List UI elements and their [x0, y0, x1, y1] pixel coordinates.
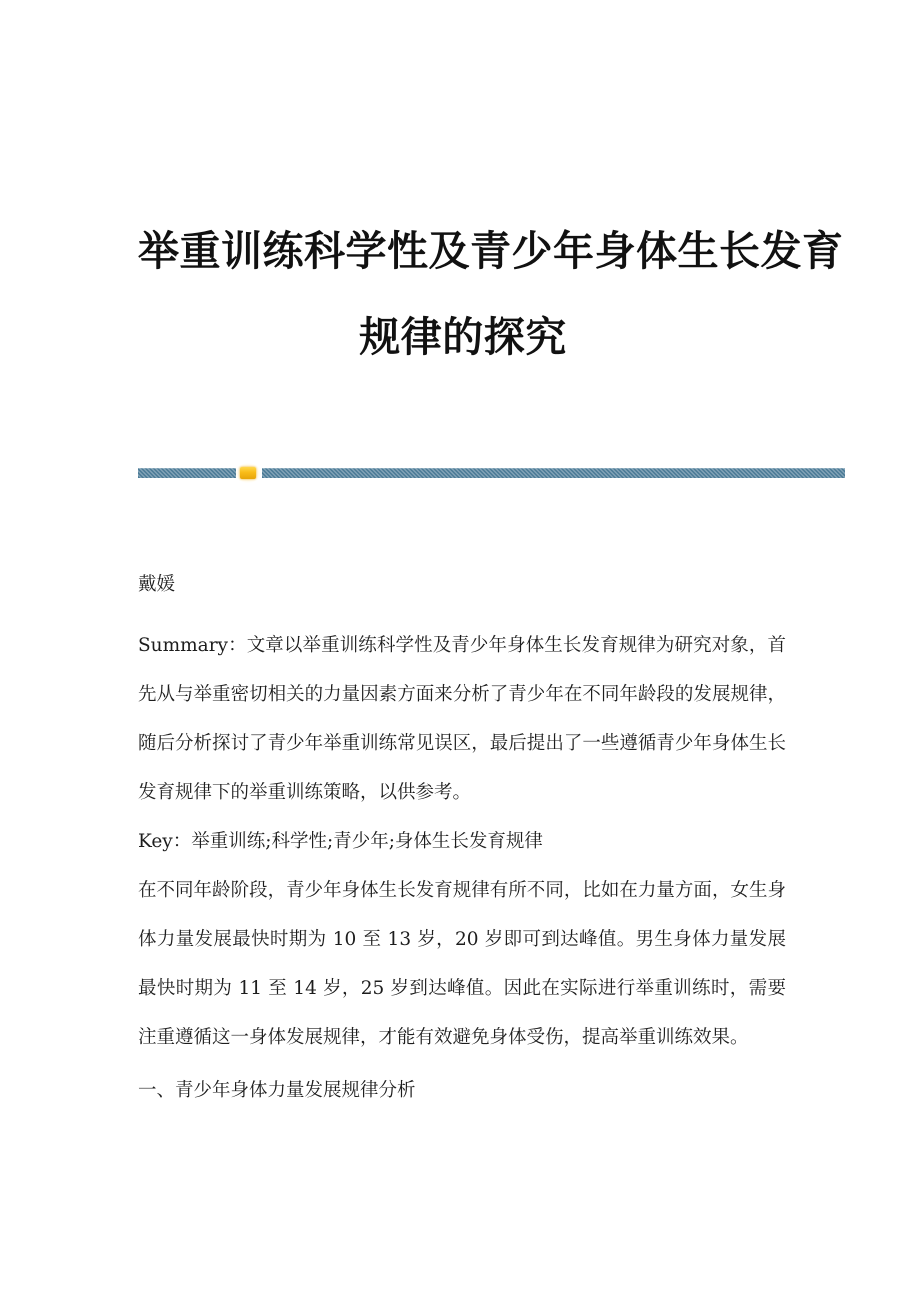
divider-bar-left [138, 468, 236, 478]
author-name: 戴媛 [138, 574, 176, 595]
divider-bar-right [262, 468, 845, 478]
keywords-paragraph [138, 817, 786, 866]
keywords-text: 举重训练;科学性;青少年;身体生长发育规律 [191, 831, 543, 852]
intro-paragraph: 在不同年龄阶段，青少年身体生长发育规律有所不同，比如在力量方面，女生身体力量发展最快时期为 10 至 13 岁，20 岁即可到达峰值。男生身体力量发展最快时期为 11 至 14 岁，25 岁到达峰值。因此在实际进行举重训练时，需要注重遵循这一身体发展规律，才能有效避免身体受伤，提高举重训练效果。 [138, 880, 786, 1048]
page-title [138, 208, 844, 380]
title-line-1: 举重训练科学性及青少年身体生长发育 [138, 227, 844, 275]
abstract-label: Summary： [138, 635, 247, 656]
gem-icon [235, 466, 261, 480]
section-heading: 一、青少年身体力量发展规律分析 [138, 1080, 416, 1101]
keywords-label: Key： [138, 831, 192, 852]
gem-shape [240, 467, 256, 479]
title-line-2: 规律的探究 [359, 313, 567, 361]
abstract-paragraph [138, 621, 786, 817]
document-body [138, 560, 786, 1115]
ornamental-divider [138, 466, 845, 480]
abstract-text: 文章以举重训练科学性及青少年身体生长发育规律为研究对象，首先从与举重密切相关的力量因素方面来分析了青少年在不同年龄段的发展规律，随后分析探讨了青少年举重训练常见误区，最后提出了一些遵循青少年身体生长发育规律下的举重训练策略，以供参考。 [138, 635, 786, 803]
